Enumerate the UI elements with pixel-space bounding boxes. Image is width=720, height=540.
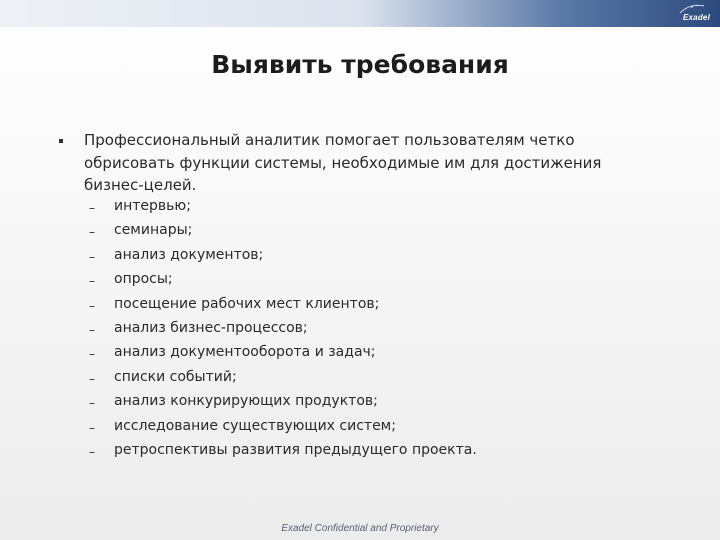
list-item-text: анализ бизнес-процессов; (114, 319, 308, 336)
square-bullet-icon (59, 139, 63, 143)
list-item (0, 294, 720, 318)
dash-marker: – (89, 225, 95, 240)
list-item-text: посещение рабочих мест клиентов; (114, 295, 380, 312)
dash-marker: – (89, 322, 95, 337)
dash-marker: – (89, 298, 95, 313)
dash-marker: – (89, 347, 95, 362)
logo-text: Exadel (683, 13, 710, 22)
list-item-text: опросы; (114, 271, 173, 288)
main-bullet-text: Профессиональный аналитик помогает пользователям четко обрисовать функции системы, необходимые им для достижения бизнес-целей. (84, 131, 602, 194)
dash-marker: – (89, 249, 95, 264)
list-item (0, 416, 720, 440)
list-item-text: списки событий; (114, 368, 237, 385)
list-item-text: интервью; (114, 198, 191, 214)
footer-confidential: Exadel Confidential and Proprietary (281, 523, 439, 534)
sub-bullet-list (0, 196, 720, 464)
list-item (0, 269, 720, 293)
list-item (0, 342, 720, 366)
list-item-text: анализ документооборота и задач; (114, 344, 376, 361)
dash-marker: – (89, 274, 95, 289)
list-item-text: исследование существующих систем; (114, 417, 396, 434)
list-item (0, 220, 720, 244)
list-item-text: анализ конкурирующих продуктов; (114, 393, 378, 410)
exadel-logo-icon (670, 3, 710, 23)
header-band (0, 0, 720, 27)
list-item (0, 391, 720, 415)
dash-marker: – (89, 396, 95, 411)
dash-marker: – (89, 371, 95, 386)
list-item-text: анализ документов; (114, 246, 264, 263)
dash-marker: – (89, 444, 95, 459)
list-item (0, 367, 720, 391)
slide-title: Выявить требования (211, 50, 509, 79)
list-item (0, 440, 720, 464)
list-item (0, 245, 720, 269)
list-item-text: ретроспективы развития предыдущего проекта. (114, 441, 477, 458)
list-item (0, 196, 720, 220)
dash-marker: – (89, 201, 95, 215)
dash-marker: – (89, 420, 95, 435)
list-item-text: семинары; (114, 222, 193, 239)
list-item (0, 318, 720, 342)
